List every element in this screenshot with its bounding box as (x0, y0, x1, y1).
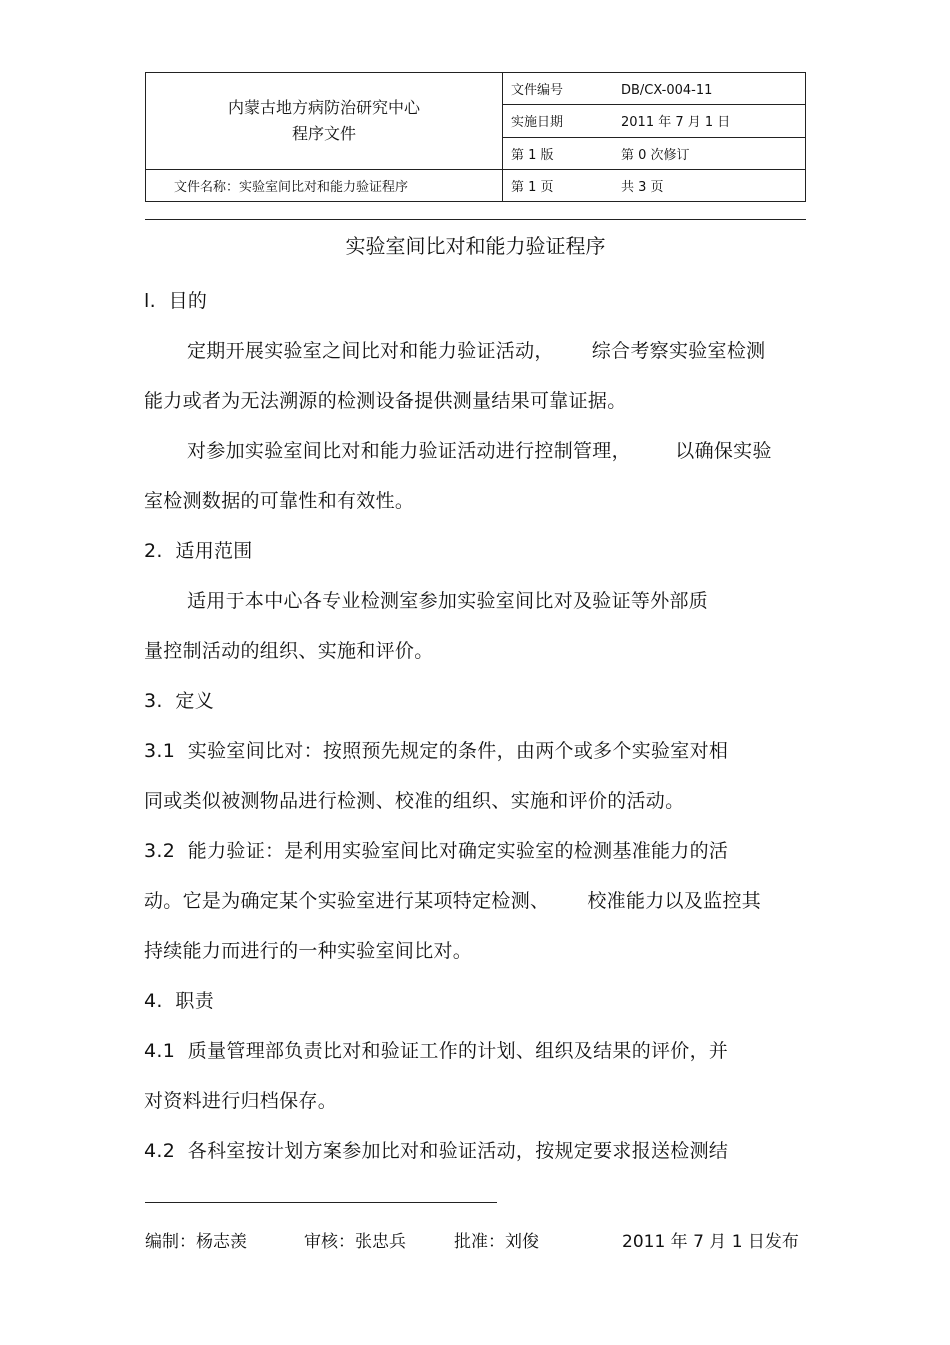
revision-label: 第 0 次修订 (621, 147, 690, 163)
doc-number-label: 文件编号 (511, 83, 564, 99)
paragraph-line: 持续能力而进行的一种实验室间比对。 (144, 940, 473, 962)
section-heading: 2. 适用范围 (144, 540, 253, 562)
paragraph-line: 能力或者为无法溯源的检测设备提供测量结果可靠证据。 (144, 390, 627, 412)
paragraph-line: 室检测数据的可靠性和有效性。 (144, 490, 415, 512)
edition-cell (503, 137, 806, 169)
paragraph-line: 3.2 能力验证：是利用实验室间比对确定实验室的检测基准能力的活 (144, 840, 729, 862)
section-heading: 3. 定义 (144, 690, 215, 712)
header-rule (145, 219, 806, 220)
document-title: 实验室间比对和能力验证程序 (345, 234, 606, 258)
release-date: 2011 年 7 月 1 日发布 (622, 1232, 799, 1252)
section-heading: 4. 职责 (144, 990, 215, 1012)
paragraph-line: 适用于本中心各专业检测室参加实验室间比对及验证等外部质 (187, 590, 709, 612)
paragraph-line: 对参加实验室间比对和能力验证活动进行控制管理， 以确保实验 (187, 440, 772, 462)
paragraph-line: 同或类似被测物品进行检测、校准的组织、实施和评价的活动。 (144, 790, 685, 812)
impl-date-value: 2011 年 7 月 1 日 (621, 115, 731, 131)
page-cell (503, 169, 806, 201)
document-type: 程序文件 (291, 123, 356, 143)
paragraph-line: 4.2 各科室按计划方案参加比对和验证活动，按规定要求报送检测结 (144, 1140, 729, 1162)
approved-by: 批准：刘俊 (454, 1232, 539, 1252)
paragraph-line: 动。它是为确定某个实验室进行某项特定检测、 校准能力以及监控其 (144, 890, 762, 912)
page-number: 第 1 页 (511, 179, 554, 195)
document-header-table (145, 72, 806, 202)
compiled-by: 编制：杨志羡 (145, 1232, 247, 1252)
reviewed-by: 审核：张忠兵 (304, 1232, 406, 1252)
paragraph-line: 4.1 质量管理部负责比对和验证工作的计划、组织及结果的评价，并 (144, 1040, 729, 1062)
doc-number-value: DB/CX-004-11 (621, 83, 713, 99)
paragraph-line: 3.1 实验室间比对：按照预先规定的条件，由两个或多个实验室对相 (144, 740, 729, 762)
footer-separator (145, 1202, 497, 1203)
paragraph-line: 量控制活动的组织、实施和评价。 (144, 640, 434, 662)
impl-date-cell (503, 105, 806, 137)
paragraph-line: 对资料进行归档保存。 (144, 1090, 338, 1112)
edition-label: 第 1 版 (511, 147, 554, 163)
file-name-cell: 文件名称：实验室间比对和能力验证程序 (146, 169, 503, 201)
doc-number-cell (503, 73, 806, 105)
impl-date-label: 实施日期 (511, 115, 564, 131)
section-heading: l. 目的 (144, 290, 208, 312)
organization-name: 内蒙古地方病防治研究中心 (227, 97, 420, 117)
organization-cell (146, 73, 503, 170)
paragraph-line: 定期开展实验室之间比对和能力验证活动， 综合考察实验室检测 (187, 340, 766, 362)
total-pages: 共 3 页 (621, 179, 664, 195)
